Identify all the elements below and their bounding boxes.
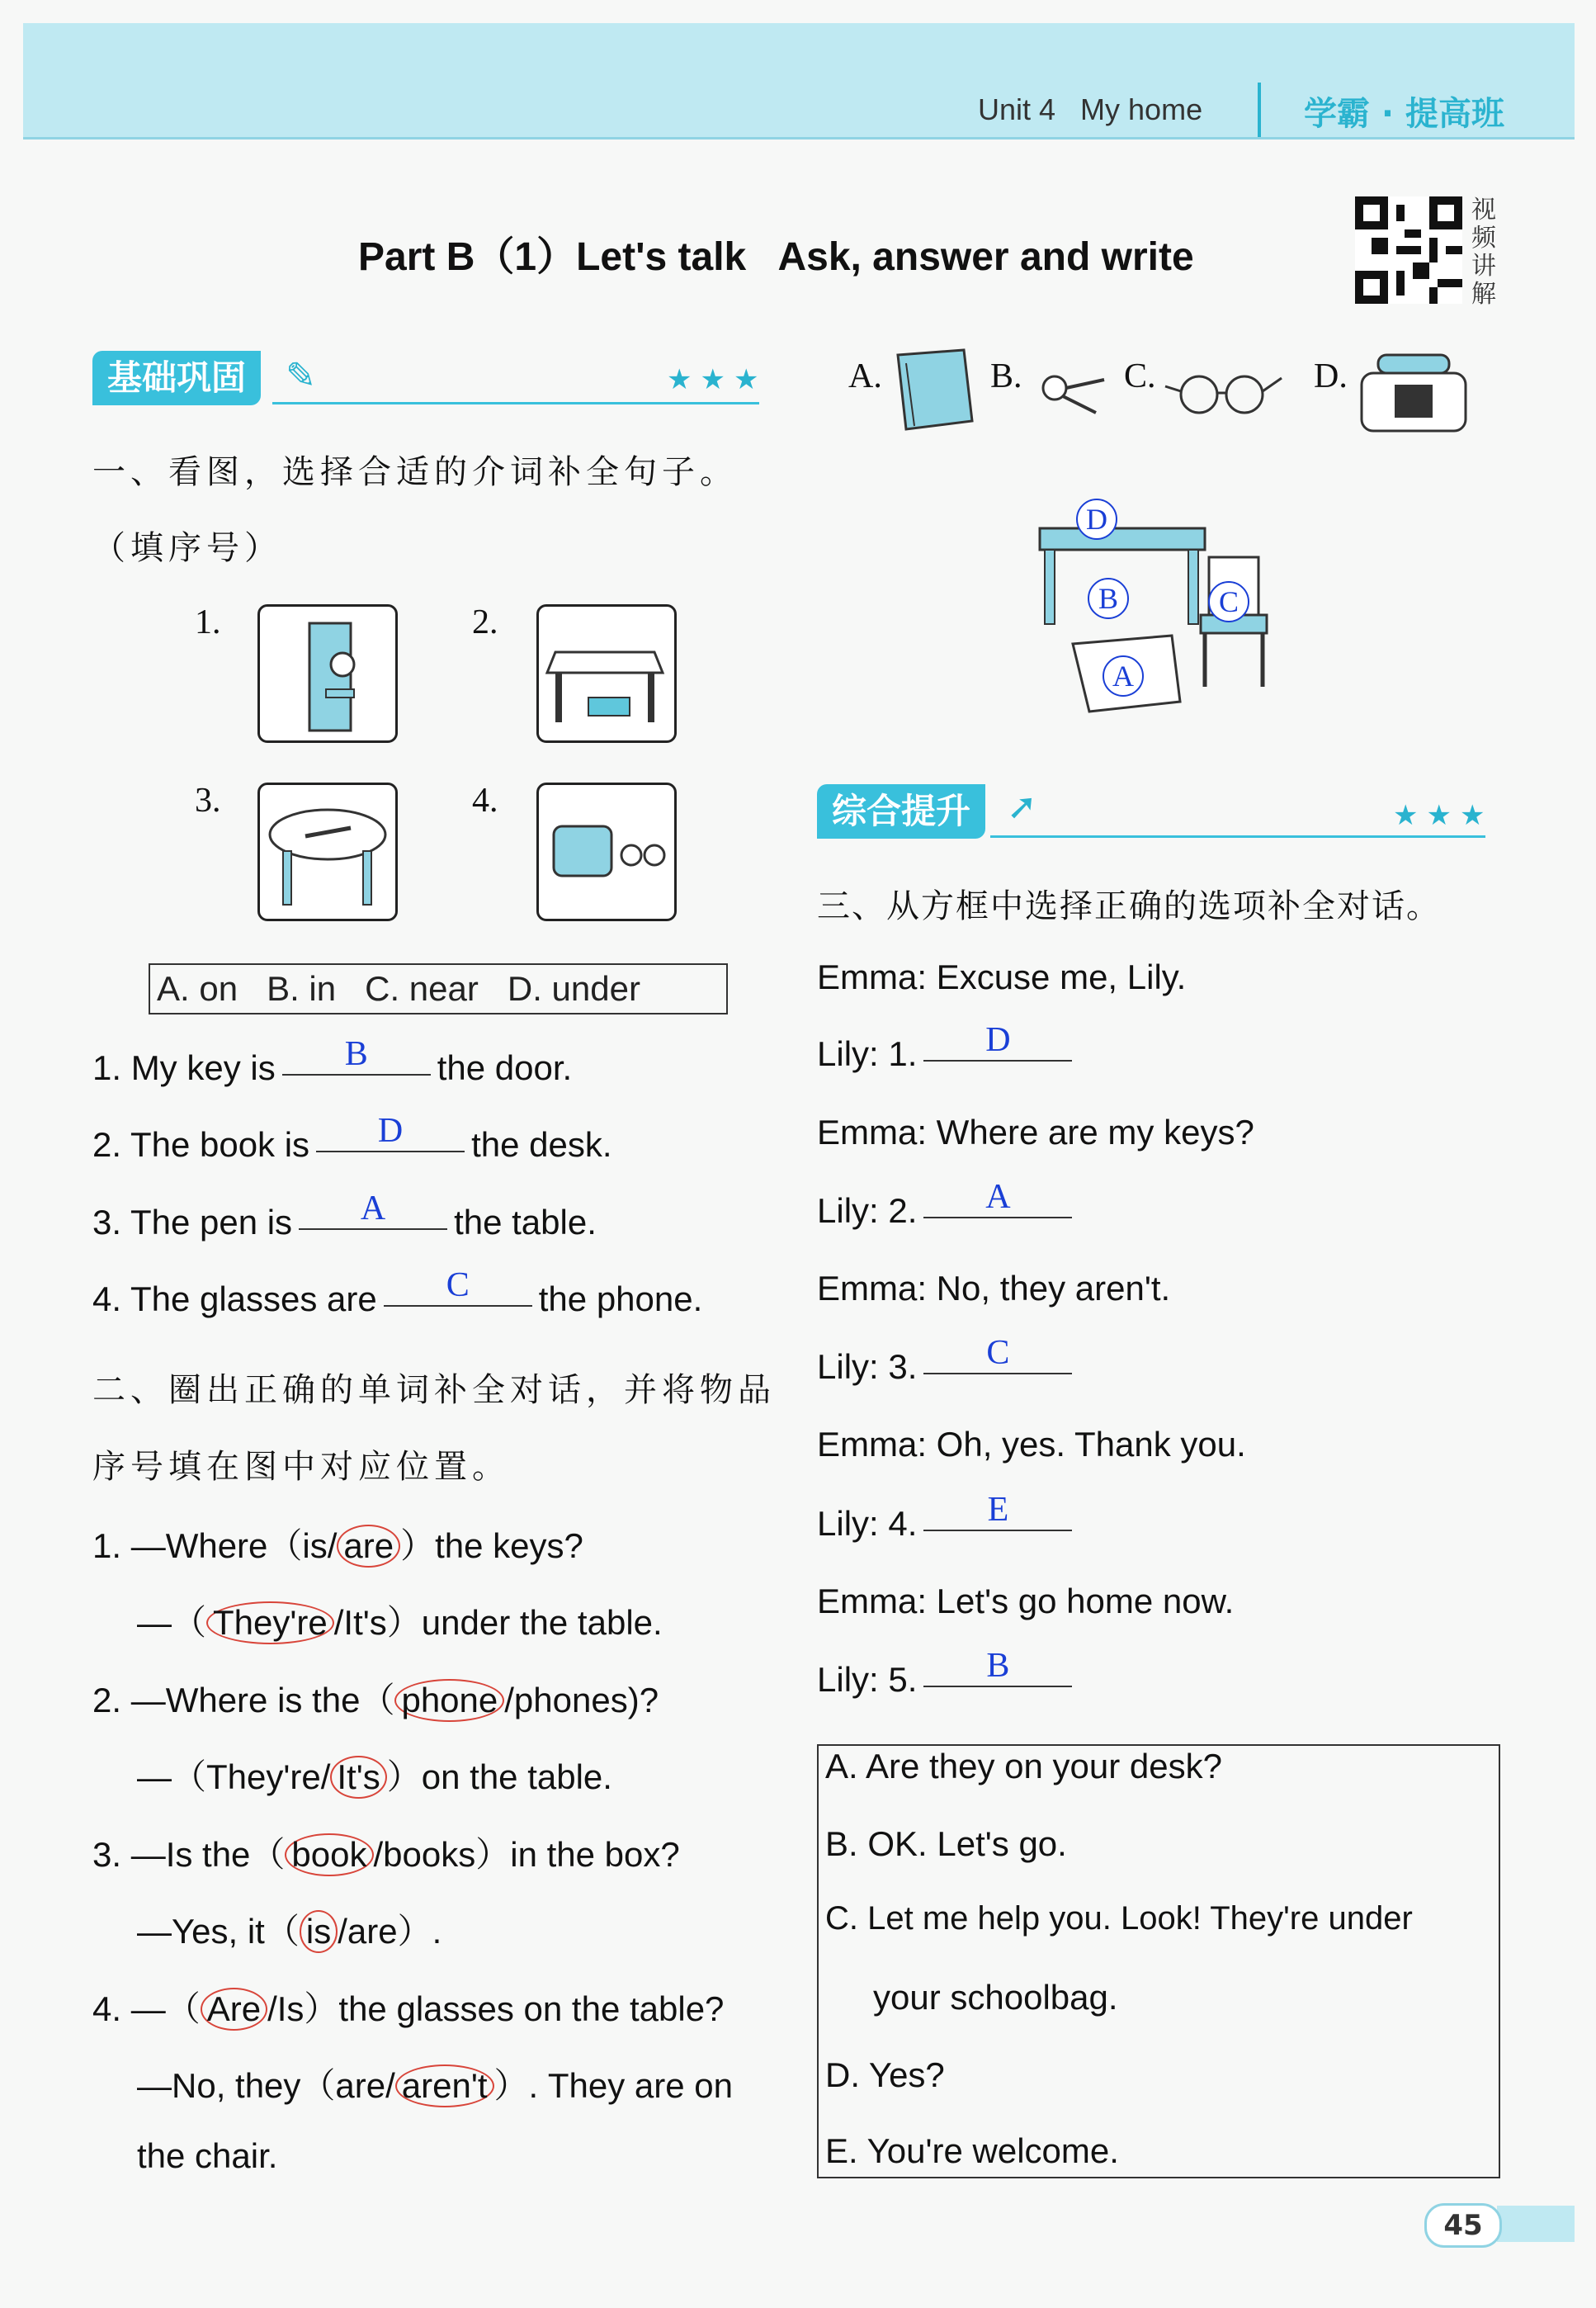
sentence-2: 2. The book is D the desk. xyxy=(92,1112,612,1164)
answer-blank[interactable]: A xyxy=(299,1189,447,1230)
glasses-icon xyxy=(1162,362,1286,419)
choice-a: A. Are they on your desk? xyxy=(825,1747,1222,1785)
question-1-note: （填序号） xyxy=(92,529,282,567)
answer-blank[interactable]: D xyxy=(923,1020,1072,1062)
dialog-line: Emma: Excuse me, Lily. xyxy=(817,958,1187,996)
circled-word[interactable]: book xyxy=(285,1833,373,1876)
page-title: Part B（1）Let's talk Ask, answer and write xyxy=(358,235,1194,279)
scene-label-a: A xyxy=(1103,655,1144,697)
telephone-icon xyxy=(1353,348,1474,439)
picture-glasses-near-phone xyxy=(536,783,677,921)
dialog-1b: —（ They're /It's）under the table. xyxy=(137,1596,663,1645)
scene-label-b: B xyxy=(1088,578,1129,619)
choice-b: B. OK. Let's go. xyxy=(825,1824,1067,1863)
scene-label-c: C xyxy=(1208,581,1249,622)
dialog-line: Lily: 2. A xyxy=(817,1191,1079,1233)
question-2-title-cont: 序号填在图中对应位置。 xyxy=(92,1448,510,1486)
choice-e: E. You're welcome. xyxy=(825,2131,1119,2170)
dialog-line: Emma: Let's go home now. xyxy=(817,1582,1235,1620)
page-footer-bar xyxy=(1497,2206,1575,2242)
circled-word[interactable]: are xyxy=(337,1525,400,1568)
dialog-2a: 2. —Where is the（ phone /phones)? xyxy=(92,1673,659,1723)
dialog-4b: —No, they（are/ aren't ）. They are on xyxy=(137,2059,733,2108)
pic-number: 3. xyxy=(195,782,221,820)
difficulty-stars: ★★★ xyxy=(1393,799,1494,832)
object-label-a: A. xyxy=(848,357,882,395)
pic-number: 1. xyxy=(195,603,221,641)
picture-book-under-desk xyxy=(536,604,677,743)
circled-word[interactable]: is xyxy=(300,1910,338,1953)
pic-number: 4. xyxy=(472,782,498,820)
answer-blank[interactable]: B xyxy=(282,1034,431,1076)
answer-blank[interactable]: D xyxy=(316,1111,465,1152)
book-icon xyxy=(881,347,977,434)
choice-c-cont: your schoolbag. xyxy=(873,1978,1118,2017)
qr-code-icon[interactable] xyxy=(1355,196,1462,304)
section-badge-advanced: 综合提升 xyxy=(817,784,985,839)
circled-word[interactable]: Are xyxy=(201,1988,267,2031)
circled-word[interactable]: aren't xyxy=(395,2064,494,2107)
answer-blank[interactable]: E xyxy=(923,1490,1072,1531)
dialog-4c: the chair. xyxy=(137,2136,278,2175)
picture-pen-on-table xyxy=(257,783,398,921)
choices-box xyxy=(817,1744,1500,2178)
sentence-1: 1. My key is B the door. xyxy=(92,1035,573,1087)
dialog-line: Emma: Oh, yes. Thank you. xyxy=(817,1425,1246,1464)
dialog-line: Lily: 4. E xyxy=(817,1504,1079,1546)
dialog-line: Lily: 3. C xyxy=(817,1347,1079,1389)
page-number: 45 xyxy=(1424,2203,1502,2248)
circled-word[interactable]: It's xyxy=(330,1756,386,1799)
object-label-b: B. xyxy=(990,357,1022,395)
qr-caption: 视频讲解 xyxy=(1471,196,1496,309)
sentence-3: 3. The pen is A the table. xyxy=(92,1189,597,1241)
dialog-line: Emma: Where are my keys? xyxy=(817,1113,1254,1152)
dialog-line: Lily: 5. B xyxy=(817,1660,1079,1702)
dialog-1a: 1. —Where（is/ are ）the keys? xyxy=(92,1519,583,1568)
answer-blank[interactable]: C xyxy=(384,1265,532,1307)
choice-c: C. Let me help you. Look! They're under xyxy=(825,1900,1413,1937)
unit-label: Unit 4 My home xyxy=(978,92,1203,126)
circled-word[interactable]: They're xyxy=(206,1601,334,1644)
scene-label-d: D xyxy=(1076,499,1117,540)
dialog-line: Lily: 1. D xyxy=(817,1034,1079,1076)
dialog-line: Emma: No, they aren't. xyxy=(817,1269,1171,1308)
header-divider xyxy=(23,137,1575,140)
section-rule xyxy=(990,835,1485,838)
answer-blank[interactable]: A xyxy=(923,1177,1072,1218)
brand-arrow-icon xyxy=(1258,83,1261,137)
picture-key-door xyxy=(257,604,398,743)
answer-blank[interactable]: C xyxy=(923,1333,1072,1374)
options-box: A. on B. in C. near D. under xyxy=(149,963,728,1014)
rocket-icon: ➚ xyxy=(1007,786,1037,828)
sentence-4: 4. The glasses are C the phone. xyxy=(92,1266,703,1318)
circled-word[interactable]: phone xyxy=(394,1679,504,1722)
question-1-title: 一、看图，选择合适的介词补全句子。 xyxy=(92,453,738,491)
dialog-4a: 4. —（ Are /Is）the glasses on the table? xyxy=(92,1982,724,2031)
answer-blank[interactable]: B xyxy=(923,1646,1072,1687)
section-rule xyxy=(272,402,759,404)
section-badge-basic: 基础巩固 xyxy=(92,351,261,405)
dialog-3b: —Yes, it（ is /are）. xyxy=(137,1904,441,1954)
difficulty-stars: ★★★ xyxy=(667,363,767,396)
pencil-icon: ✎ xyxy=(286,355,316,397)
dialog-3a: 3. —Is the（ book /books）in the box? xyxy=(92,1828,680,1877)
question-2-title: 二、圈出正确的单词补全对话，并将物品 xyxy=(92,1371,776,1409)
choice-d: D. Yes? xyxy=(825,2055,945,2094)
keys-icon xyxy=(1030,355,1112,421)
brand-label: 学霸 · 提高班 xyxy=(1304,95,1505,133)
object-label-d: D. xyxy=(1314,357,1348,395)
room-scene xyxy=(1023,495,1287,726)
dialog-2b: —（They're/ It's ）on the table. xyxy=(137,1750,612,1800)
object-label-c: C. xyxy=(1124,357,1156,395)
pic-number: 2. xyxy=(472,603,498,641)
question-3-title: 三、从方框中选择正确的选项补全对话。 xyxy=(817,887,1441,925)
